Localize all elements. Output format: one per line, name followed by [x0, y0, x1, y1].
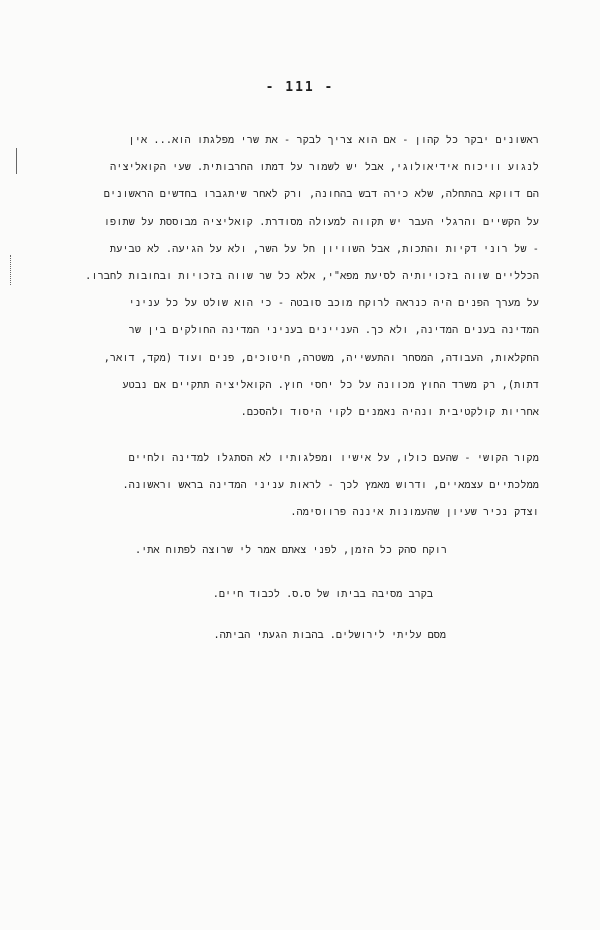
text-line: הם דווקא בהתחלה, שלא כירה דבש בהחונה, ורק לאחר שיתגברו בחדשים הראשונים — [103, 189, 539, 201]
body-paragraph-2 — [62, 445, 539, 527]
text-line: המדינה בענים המדינה, ולא כך. העניינים בעניני המדינה החולקים בין שר — [128, 325, 539, 337]
text-line: מקור הקושי - שהעם כולו, על אישיו ומפלגותיו לא הסתגלו למדינה ולחיים — [128, 453, 539, 464]
text-line: וצדק נכיר שעיון שהעמונות איננה פרווסימה. — [290, 507, 539, 519]
text-line: הכלליים שווה בזכויותיה לסיעת מפא"י, אלא כל שר שווה בזכויות ובחובות לחברו. — [85, 270, 539, 282]
text-line: - של רוני דקיות והתכות, אבל השוויון חל על השר, ולא על הגיעה. לא טביעת — [109, 243, 539, 255]
text-line: דתות), רק משרד החוץ מכוונה על כל יחסי חוץ. הקואליציה תתקיים אם נבטע — [122, 379, 539, 391]
closing-line-2: בקרב מסיבה בביתו של ס.ס. לכבוד חיים. — [212, 589, 433, 600]
text-line: החקלאות, העבודה, המסחר והתעשייה, משטרה, חיטוכים, פנים ועוד (מקד, דואר, — [103, 352, 539, 364]
text-line: על הקשיים והרגלי העבר יש תקווה למעולה מסודרת. קואליציה מבוססת על שתופו — [103, 216, 539, 228]
margin-mark — [10, 255, 11, 285]
closing-line-3: מסם עליתי לירושלים. בהבות הגעתי הביתה. — [213, 630, 446, 641]
text-line: ממלכתיים עצמאיים, ודרוש מאמץ לכך - לראות עניני המדינה בראש וראשונה. — [122, 480, 539, 492]
text-line: לנגוע וויכוח אידיאולוגי, אבל יש לשמור על דמתו החרבותית. שעי הקואליציה — [110, 162, 539, 174]
text-line: אחריות קולקטיבית ונהיה נאמנים לקוי היסוד ולהסכם. — [240, 406, 539, 418]
margin-mark — [16, 148, 17, 174]
page-number: - 111 - — [265, 80, 335, 95]
text-line: על מערך הפנים היה כנראה לרוקח מוכב סובטה - כי הוא שולט על כל עניני — [128, 298, 539, 310]
closing-line-1: רוקח סהק כל הזמן, לפני צאתם אמר לי שרוצה לפתוח אתי. — [134, 545, 447, 556]
body-paragraph-1 — [62, 127, 539, 426]
text-line: ראשונים יבקר כל קהון - אם הוא צריך לבקר - את שרי מפלגתו הוא... אין — [128, 135, 539, 146]
